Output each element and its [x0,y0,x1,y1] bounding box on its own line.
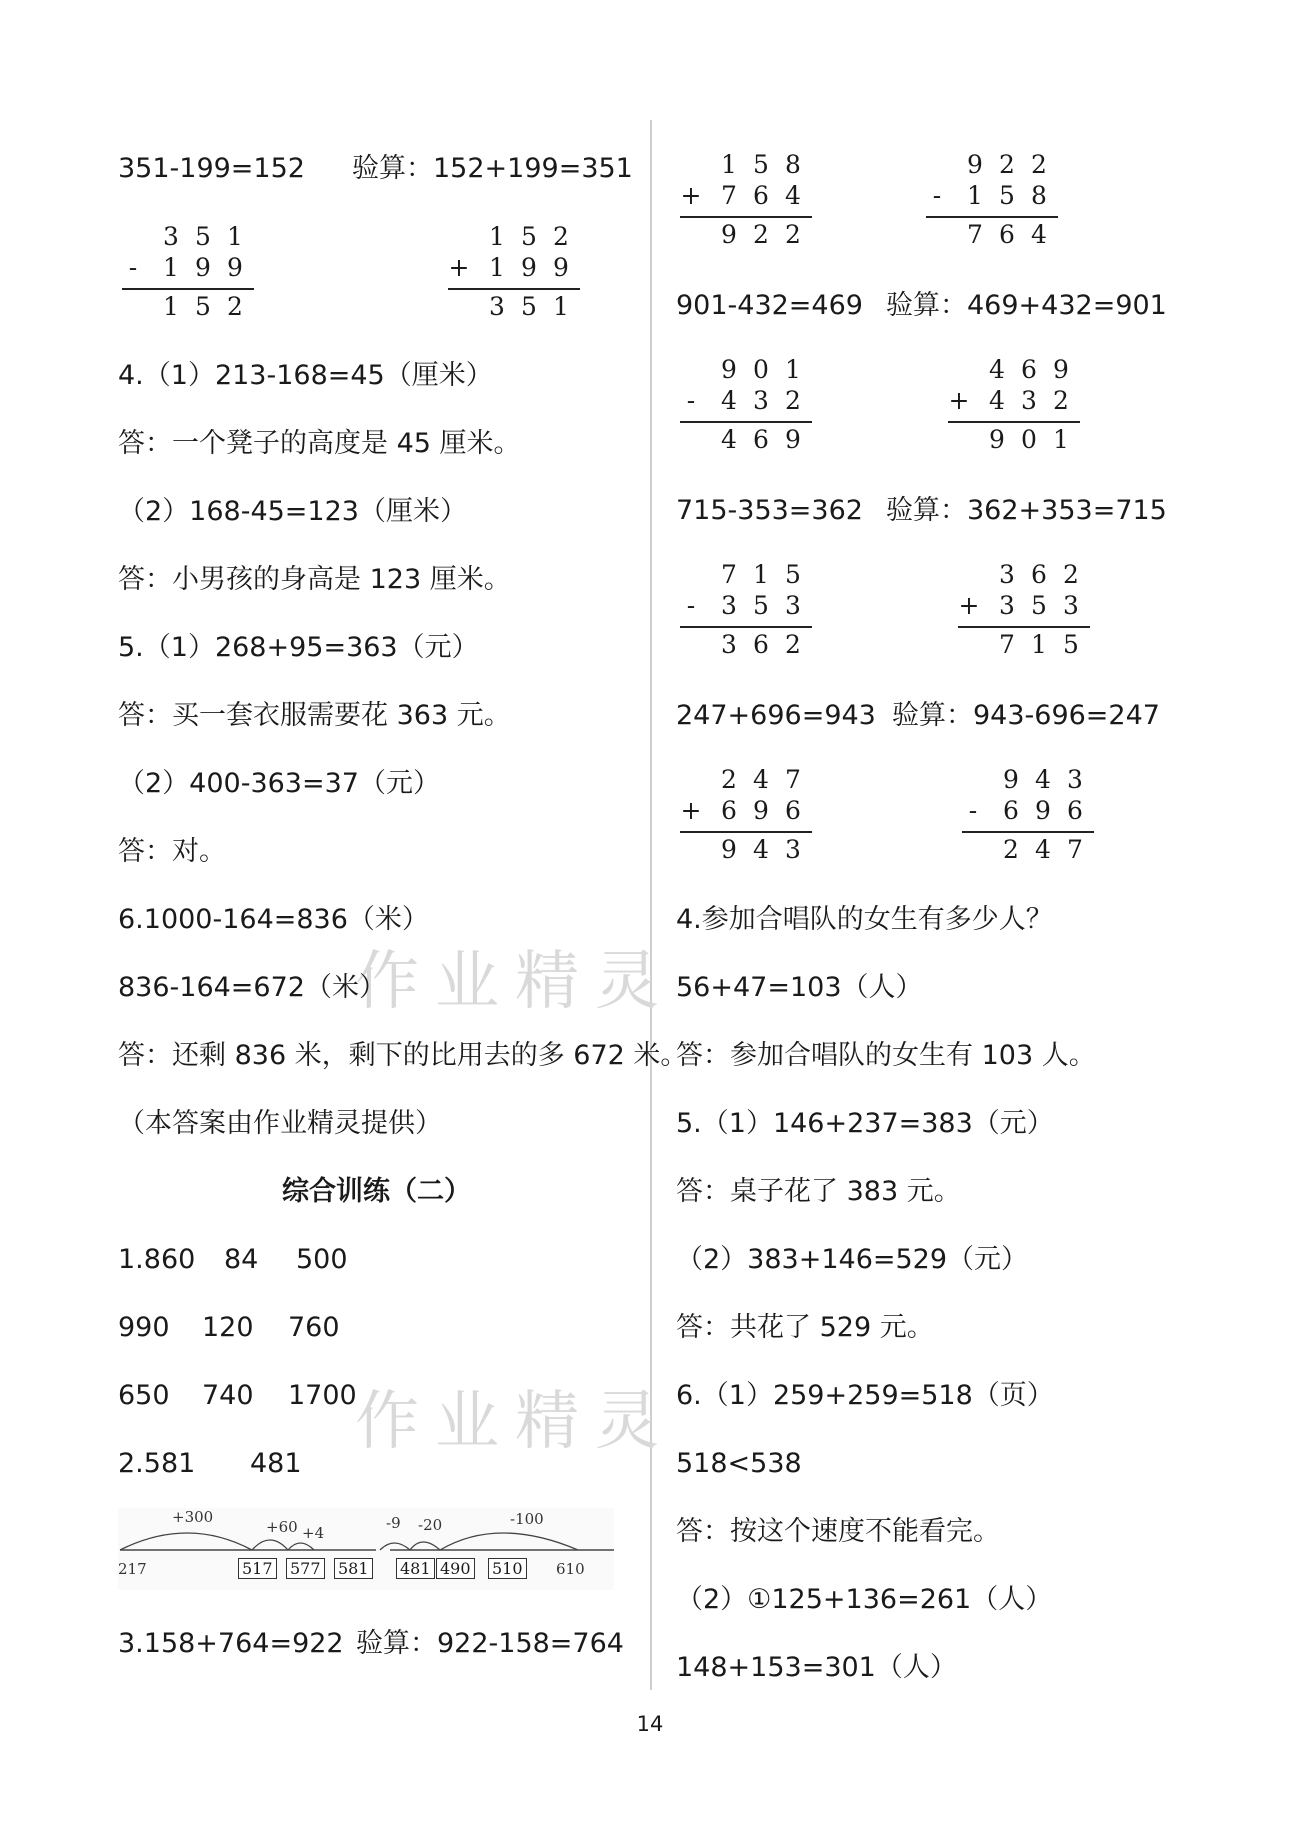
answer-line: （2）168-45=123（厘米） [118,496,467,527]
number-box: 517 [238,1558,277,1579]
answer-value: 740 [202,1380,254,1411]
answer-line: （2）①125+136=261（人） [676,1584,1053,1615]
answer-line: 4.（1）213-168=45（厘米） [118,360,493,391]
digit: 4 [785,181,801,210]
number-box: 510 [488,1558,527,1579]
operator-sign: + [948,386,970,415]
digit: 3 [721,591,737,620]
digit: 2 [1003,835,1019,864]
digit: 9 [521,253,537,282]
answer-line: 答：一个凳子的高度是 45 厘米。 [118,428,521,459]
digit: 1 [967,181,983,210]
equation: 715-353=362 [676,495,863,526]
digit: 9 [721,220,737,249]
digit: 5 [1063,630,1079,659]
watermark: 作业精灵 [355,1385,675,1459]
digit: 3 [721,630,737,659]
answer-value: 120 [202,1312,254,1343]
digit: 3 [999,591,1015,620]
digit: 9 [227,253,243,282]
calc-underline [122,288,254,290]
answer-value: 1700 [288,1380,357,1411]
answer-line: 答：桌子花了 383 元。 [676,1176,961,1207]
digit: 5 [195,222,211,251]
digit: 5 [753,591,769,620]
calc-underline [926,216,1058,218]
digit: 4 [989,386,1005,415]
section-title: 综合训练（二） [282,1176,471,1207]
step-label: +4 [302,1524,325,1542]
answer-line: 5.（1）268+95=363（元） [118,632,479,663]
digit: 2 [785,386,801,415]
answer-line: （2）383+146=529（元） [676,1244,1029,1275]
operator-sign: - [686,591,696,620]
digit: 6 [999,220,1015,249]
equation: 247+696=943 [676,700,876,731]
calc-underline [680,626,812,628]
digit: 1 [163,253,179,282]
digit: 1 [227,222,243,251]
digit: 6 [1067,796,1083,825]
digit: 2 [785,630,801,659]
digit: 6 [785,796,801,825]
digit: 6 [721,796,737,825]
digit: 3 [1021,386,1037,415]
answer-line: 答：还剩 836 米，剩下的比用去的多 672 米。 [118,1040,688,1071]
watermark: 作业精灵 [355,945,675,1019]
digit: 4 [721,425,737,454]
answer-value: 500 [296,1244,348,1275]
digit: 6 [1003,796,1019,825]
answer-line: 答：对。 [118,836,226,867]
equation: 3.158+764=922 [118,1628,344,1659]
digit: 9 [967,150,983,179]
digit: 3 [999,560,1015,589]
digit: 7 [785,765,801,794]
digit: 1 [163,292,179,321]
credit-note: （本答案由作业精灵提供） [118,1108,442,1139]
answer-line: 5.（1）146+237=383（元） [676,1108,1054,1139]
digit: 3 [1063,591,1079,620]
digit: 5 [753,150,769,179]
answer-line: 148+153=301（人） [676,1652,957,1683]
digit: 1 [753,560,769,589]
digit: 2 [1053,386,1069,415]
digit: 9 [721,835,737,864]
answer-value: 760 [288,1312,340,1343]
calc-underline [948,421,1080,423]
number-line-start: 217 [118,1560,147,1578]
digit: 5 [999,181,1015,210]
calc-underline [448,288,580,290]
digit: 4 [1035,765,1051,794]
answer-value: 2.581 [118,1448,196,1479]
answer-line: 答：参加合唱队的女生有 103 人。 [676,1040,1096,1071]
operator-sign: + [680,796,702,825]
calc-underline [680,216,812,218]
digit: 2 [1063,560,1079,589]
digit: 5 [785,560,801,589]
answer-value: 84 [224,1244,259,1275]
digit: 1 [553,292,569,321]
operator-sign: - [968,796,978,825]
number-box: 577 [286,1558,325,1579]
digit: 7 [721,560,737,589]
answer-line: 答：共花了 529 元。 [676,1312,934,1343]
number-box: 581 [334,1558,373,1579]
verification: 验算：469+432=901 [886,290,1167,321]
question-line: 4.参加合唱队的女生有多少人？ [676,904,1053,935]
digit: 2 [999,150,1015,179]
digit: 3 [785,835,801,864]
digit: 2 [227,292,243,321]
equation: 351-199=152 [118,153,305,184]
digit: 3 [163,222,179,251]
digit: 2 [553,222,569,251]
digit: 9 [1003,765,1019,794]
digit: 3 [785,591,801,620]
answer-value: 990 [118,1312,170,1343]
answer-line: 518<538 [676,1448,802,1479]
operator-sign: + [448,253,470,282]
verification: 验算：943-696=247 [892,700,1160,731]
digit: 4 [753,835,769,864]
digit: 9 [753,796,769,825]
digit: 4 [753,765,769,794]
operator-sign: + [680,181,702,210]
digit: 9 [721,355,737,384]
page-number: 14 [636,1712,664,1736]
answer-line: 答：小男孩的身高是 123 厘米。 [118,564,511,595]
answer-value: 481 [250,1448,302,1479]
digit: 2 [753,220,769,249]
digit: 4 [1035,835,1051,864]
operator-sign: - [686,386,696,415]
digit: 9 [553,253,569,282]
digit: 6 [1021,355,1037,384]
digit: 6 [1031,560,1047,589]
number-line-end: 610 [556,1560,585,1578]
number-line-figure [118,1508,614,1590]
digit: 1 [489,253,505,282]
verification: 验算：152+199=351 [352,153,633,184]
digit: 0 [1021,425,1037,454]
step-label: -100 [510,1510,544,1528]
equation: 901-432=469 [676,290,863,321]
digit: 3 [489,292,505,321]
operator-sign: + [958,591,980,620]
answer-line: 836-164=672（米） [118,972,386,1003]
digit: 6 [753,425,769,454]
operator-sign: - [128,253,138,282]
answer-value: 650 [118,1380,170,1411]
digit: 6 [753,181,769,210]
calc-underline [962,831,1094,833]
answer-value: 1.860 [118,1244,196,1275]
digit: 9 [989,425,1005,454]
digit: 9 [785,425,801,454]
digit: 2 [1031,150,1047,179]
calc-underline [680,421,812,423]
digit: 9 [1053,355,1069,384]
digit: 7 [721,181,737,210]
digit: 4 [1031,220,1047,249]
digit: 4 [989,355,1005,384]
digit: 5 [521,222,537,251]
digit: 2 [785,220,801,249]
digit: 1 [721,150,737,179]
digit: 8 [785,150,801,179]
digit: 9 [195,253,211,282]
digit: 9 [1035,796,1051,825]
digit: 7 [1067,835,1083,864]
calc-underline [958,626,1090,628]
operator-sign: - [932,181,942,210]
number-box: 481 [396,1558,435,1579]
digit: 1 [1031,630,1047,659]
digit: 4 [721,386,737,415]
digit: 1 [1053,425,1069,454]
answer-line: 答：按这个速度不能看完。 [676,1516,1000,1547]
digit: 7 [967,220,983,249]
digit: 0 [753,355,769,384]
number-box: 490 [436,1558,475,1579]
answer-line: （2）400-363=37（元） [118,768,440,799]
answer-line: 6.（1）259+259=518（页） [676,1380,1054,1411]
digit: 3 [1067,765,1083,794]
digit: 7 [999,630,1015,659]
step-label: +60 [266,1518,298,1536]
digit: 6 [753,630,769,659]
calc-underline [680,831,812,833]
verification: 验算：362+353=715 [886,495,1167,526]
digit: 3 [753,386,769,415]
digit: 5 [195,292,211,321]
digit: 1 [489,222,505,251]
step-label: +300 [172,1508,214,1526]
step-label: -20 [418,1516,443,1534]
digit: 1 [785,355,801,384]
digit: 8 [1031,181,1047,210]
answer-line: 6.1000-164=836（米） [118,904,429,935]
digit: 5 [1031,591,1047,620]
verification: 验算：922-158=764 [356,1628,624,1659]
answer-line: 答：买一套衣服需要花 363 元。 [118,700,511,731]
digit: 2 [721,765,737,794]
step-label: -9 [386,1514,401,1532]
digit: 5 [521,292,537,321]
answer-line: 56+47=103（人） [676,972,923,1003]
